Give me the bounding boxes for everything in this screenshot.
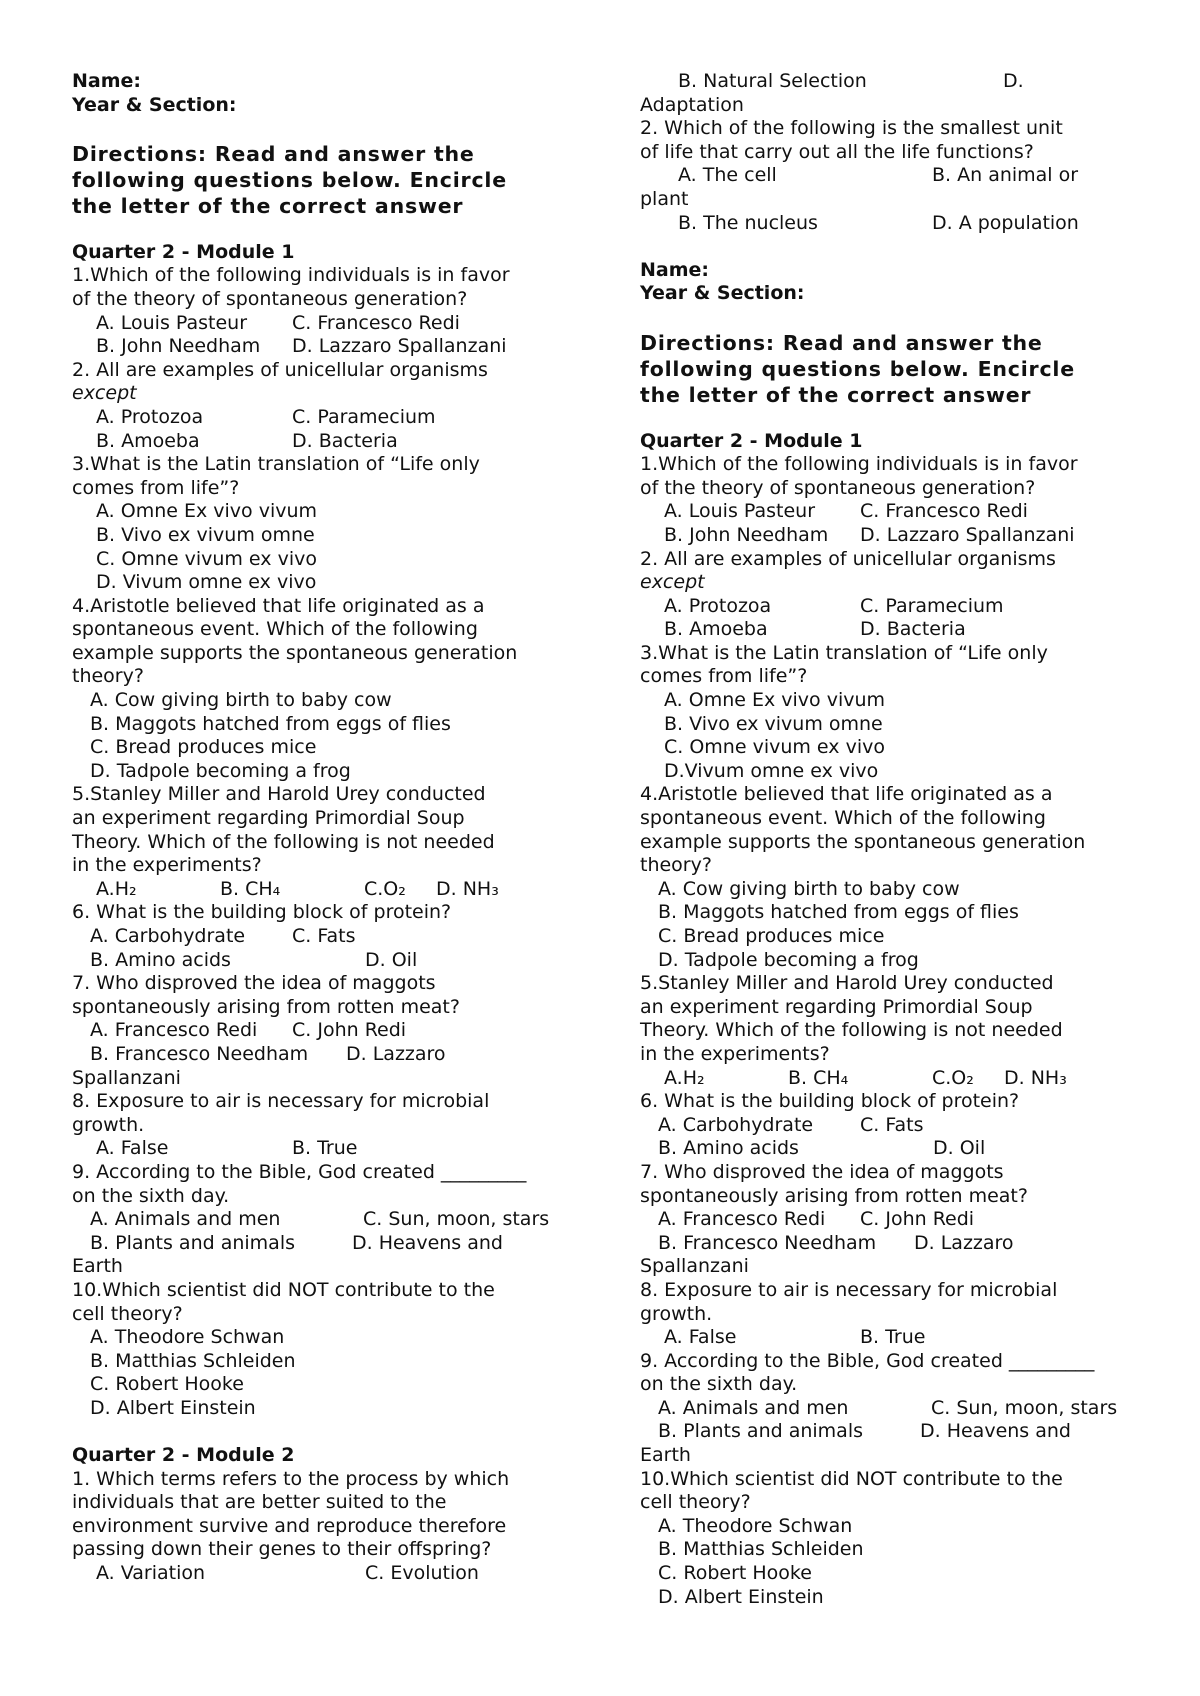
answer-option[interactable]: B. Francesco Needham: [658, 1231, 877, 1254]
answer-option[interactable]: C. Francesco Redi: [292, 311, 460, 334]
answer-option[interactable]: A. The cell: [678, 164, 777, 187]
question-stem: example supports the spontaneous generation: [640, 830, 1086, 853]
question-stem: in the experiments?: [640, 1042, 830, 1065]
question-stem: on the sixth day.: [72, 1184, 230, 1207]
answer-option-continued: Spallanzani: [640, 1255, 749, 1278]
answer-option[interactable]: B. Natural Selection: [678, 70, 867, 92]
answer-option[interactable]: C. John Redi: [292, 1019, 407, 1042]
question-stem: 2. Which of the following is the smallest unit: [640, 117, 1063, 140]
question-stem: theory?: [72, 665, 144, 688]
answer-option[interactable]: C. Sun, moon, stars: [363, 1208, 550, 1231]
answer-option[interactable]: D. Lazzaro Spallanzani: [860, 523, 1075, 546]
answer-option[interactable]: D. Bacteria: [860, 618, 966, 641]
answer-option[interactable]: D. A population: [932, 211, 1079, 234]
question-stem: 7. Who disproved the idea of maggots: [72, 972, 436, 995]
answer-option[interactable]: C.O₂: [932, 1066, 974, 1089]
year-section-label: Year & Section:: [640, 282, 805, 305]
answer-option-continued: Adaptation: [640, 93, 744, 116]
question-stem: Theory. Which of the following is not needed: [72, 830, 495, 853]
answer-option[interactable]: D. NH₃: [1004, 1066, 1067, 1089]
question-stem: comes from life”?: [72, 476, 240, 499]
directions-line: the letter of the correct answer: [72, 193, 464, 218]
left-column: [72, 70, 577, 1586]
answer-option[interactable]: D. Tadpole becoming a frog: [90, 759, 351, 782]
answer-option[interactable]: A. Francesco Redi: [90, 1019, 258, 1042]
question-stem: 9. According to the Bible, God created _________: [640, 1349, 1095, 1372]
answer-option[interactable]: A. Theodore Schwan: [658, 1514, 853, 1537]
name-label: Name:: [640, 258, 710, 281]
answer-option[interactable]: B. CH₄: [788, 1066, 849, 1089]
answer-option[interactable]: A. Protozoa: [664, 594, 772, 617]
question-stem: 4.Aristotle believed that life originated as a: [640, 783, 1053, 806]
answer-option[interactable]: B. Maggots hatched from eggs of flies: [658, 901, 1019, 924]
answer-option[interactable]: D.Vivum omne ex vivo: [664, 759, 879, 782]
answer-option[interactable]: C. Omne vivum ex vivo: [664, 736, 885, 759]
answer-option[interactable]: C. John Redi: [860, 1208, 975, 1231]
answer-option[interactable]: B. John Needham: [96, 335, 261, 358]
answer-option[interactable]: A. Francesco Redi: [658, 1208, 826, 1231]
question-stem: spontaneously arising from rotten meat?: [72, 995, 460, 1018]
answer-option[interactable]: C. Omne vivum ex vivo: [96, 547, 317, 570]
name-label: Name:: [72, 70, 142, 92]
answer-option-continued: Spallanzani: [72, 1066, 181, 1089]
answer-option[interactable]: C. Robert Hooke: [658, 1562, 812, 1585]
question-stem: 5.Stanley Miller and Harold Urey conducted: [72, 783, 486, 806]
answer-option[interactable]: B. Vivo ex vivum omne: [664, 712, 883, 735]
directions-line: the letter of the correct answer: [640, 382, 1032, 407]
question-stem: passing down their genes to their offspring?: [72, 1538, 492, 1561]
question-stem: comes from life”?: [640, 665, 808, 688]
answer-option[interactable]: A. Variation: [96, 1562, 206, 1585]
answer-option[interactable]: D. Heavens and: [352, 1231, 503, 1254]
question-stem-emphasis: except: [640, 571, 705, 594]
answer-option[interactable]: A. Carbohydrate: [658, 1113, 814, 1136]
answer-option[interactable]: A. Protozoa: [96, 405, 204, 428]
answer-option[interactable]: C. Fats: [292, 925, 356, 947]
answer-option[interactable]: A. Omne Ex vivo vivum: [664, 689, 886, 712]
question-stem: 8. Exposure to air is necessary for microbial: [640, 1278, 1058, 1301]
answer-option[interactable]: C. Paramecium: [860, 594, 1004, 617]
answer-option[interactable]: A.H₂: [96, 877, 137, 900]
answer-option[interactable]: B. Maggots hatched from eggs of flies: [90, 712, 451, 735]
question-stem: example supports the spontaneous generation: [72, 641, 518, 664]
directions-line: following questions below. Encircle: [72, 167, 507, 192]
directions-line: following questions below. Encircle: [640, 356, 1075, 381]
question-stem: environment survive and reproduce therefore: [72, 1514, 507, 1537]
answer-option[interactable]: D. Oil: [365, 948, 418, 971]
answer-option[interactable]: D. NH₃: [436, 877, 499, 900]
answer-option[interactable]: C. Evolution: [365, 1562, 479, 1585]
answer-option[interactable]: B. CH₄: [220, 877, 281, 900]
question-stem: spontaneous event. Which of the following: [72, 618, 478, 641]
question-stem: 6. What is the building block of protein?: [640, 1090, 1020, 1113]
answer-option[interactable]: B. An animal or: [932, 164, 1079, 187]
answer-option[interactable]: A. Omne Ex vivo vivum: [96, 500, 318, 523]
answer-option[interactable]: B. Matthias Schleiden: [658, 1538, 864, 1561]
answer-option[interactable]: C.O₂: [364, 877, 406, 900]
question-stem: cell theory?: [640, 1491, 751, 1514]
question-stem: 9. According to the Bible, God created _________: [72, 1160, 527, 1183]
answer-option[interactable]: D. Lazzaro Spallanzani: [292, 335, 507, 358]
question-stem: spontaneously arising from rotten meat?: [640, 1184, 1028, 1207]
answer-option[interactable]: B. True: [860, 1326, 926, 1349]
question-stem: of the theory of spontaneous generation?: [72, 287, 468, 310]
answer-option[interactable]: B. John Needham: [664, 523, 829, 546]
question-stem: 3.What is the Latin translation of “Life only: [72, 453, 480, 476]
answer-option[interactable]: B. Matthias Schleiden: [90, 1349, 296, 1372]
answer-option[interactable]: D. Heavens and: [920, 1420, 1071, 1443]
question-stem: 10.Which scientist did NOT contribute to the: [640, 1467, 1063, 1490]
question-stem: theory?: [640, 854, 712, 877]
answer-option[interactable]: C. Francesco Redi: [860, 500, 1028, 523]
question-stem: on the sixth day.: [640, 1373, 798, 1396]
answer-option[interactable]: B. The nucleus: [678, 211, 818, 234]
answer-option[interactable]: B. Amoeba: [96, 429, 200, 452]
answer-option[interactable]: C. Bread produces mice: [90, 736, 317, 759]
question-stem: 1.Which of the following individuals is in favor: [640, 453, 1078, 476]
question-stem: 5.Stanley Miller and Harold Urey conducted: [640, 972, 1054, 995]
answer-option[interactable]: A. Louis Pasteur: [96, 311, 248, 334]
answer-option[interactable]: A. False: [664, 1326, 737, 1349]
question-stem: 2. All are examples of unicellular organisms: [640, 547, 1056, 570]
answer-option[interactable]: D. Vivum omne ex vivo: [96, 571, 317, 594]
question-stem: cell theory?: [72, 1302, 183, 1325]
question-stem: 1. Which terms refers to the process by which: [72, 1467, 510, 1490]
question-stem: 3.What is the Latin translation of “Life only: [640, 641, 1048, 664]
directions-line: Directions: Read and answer the: [640, 330, 1043, 355]
answer-option[interactable]: D.: [1003, 70, 1024, 92]
answer-option[interactable]: C. Paramecium: [292, 405, 436, 428]
answer-option[interactable]: C. Robert Hooke: [90, 1373, 244, 1396]
answer-option[interactable]: B. Amino acids: [90, 948, 231, 971]
answer-option[interactable]: C. Fats: [860, 1113, 924, 1136]
answer-option-continued: Earth: [640, 1444, 691, 1467]
answer-option[interactable]: B. True: [292, 1137, 358, 1160]
question-stem: 2. All are examples of unicellular organisms: [72, 358, 488, 381]
question-stem: 4.Aristotle believed that life originated as a: [72, 594, 485, 617]
answer-option-continued: Earth: [72, 1255, 123, 1278]
question-stem: 6. What is the building block of protein?: [72, 901, 452, 924]
question-stem: 10.Which scientist did NOT contribute to the: [72, 1278, 495, 1301]
section-title: Quarter 2 - Module 1: [640, 429, 863, 452]
question-stem: 1.Which of the following individuals is in favor: [72, 264, 510, 287]
right-column: [640, 70, 1145, 1609]
year-section-label: Year & Section:: [72, 93, 237, 116]
question-stem: 7. Who disproved the idea of maggots: [640, 1160, 1004, 1183]
question-stem: individuals that are better suited to the: [72, 1491, 447, 1514]
section-title: Quarter 2 - Module 1: [72, 240, 295, 263]
question-stem: growth.: [72, 1113, 145, 1136]
question-stem: an experiment regarding Primordial Soup: [640, 995, 1033, 1018]
answer-option-continued: plant: [640, 187, 689, 210]
answer-option[interactable]: D. Lazzaro: [346, 1042, 446, 1065]
answer-option[interactable]: C. Bread produces mice: [658, 925, 885, 947]
section-title: Quarter 2 - Module 2: [72, 1444, 295, 1467]
answer-option[interactable]: A. Carbohydrate: [90, 925, 246, 947]
answer-option[interactable]: B. Amino acids: [658, 1137, 799, 1160]
question-stem: spontaneous event. Which of the following: [640, 807, 1046, 830]
answer-option[interactable]: D. Albert Einstein: [90, 1396, 256, 1419]
question-stem: 8. Exposure to air is necessary for microbial: [72, 1090, 490, 1113]
answer-option[interactable]: D. Oil: [933, 1137, 986, 1160]
question-stem-emphasis: except: [72, 382, 137, 405]
question-stem: an experiment regarding Primordial Soup: [72, 807, 465, 830]
answer-option[interactable]: A. False: [96, 1137, 169, 1160]
question-stem: Theory. Which of the following is not needed: [640, 1019, 1063, 1042]
question-stem: growth.: [640, 1302, 713, 1325]
question-stem: of life that carry out all the life functions?: [640, 140, 1034, 163]
answer-option[interactable]: C. Sun, moon, stars: [931, 1396, 1118, 1419]
question-stem: of the theory of spontaneous generation?: [640, 476, 1036, 499]
answer-option[interactable]: B. Plants and animals: [658, 1420, 864, 1443]
answer-option[interactable]: A. Cow giving birth to baby cow: [658, 877, 960, 900]
answer-option[interactable]: B. Amoeba: [664, 618, 768, 641]
answer-option[interactable]: B. Francesco Needham: [90, 1042, 309, 1065]
answer-option[interactable]: D. Albert Einstein: [658, 1585, 824, 1608]
answer-option[interactable]: B. Plants and animals: [90, 1231, 296, 1254]
directions-line: Directions: Read and answer the: [72, 141, 475, 166]
answer-option[interactable]: D. Bacteria: [292, 429, 398, 452]
answer-option[interactable]: A. Louis Pasteur: [664, 500, 816, 523]
question-stem: in the experiments?: [72, 854, 262, 877]
answer-option[interactable]: A. Animals and men: [90, 1208, 281, 1231]
answer-option[interactable]: D. Tadpole becoming a frog: [658, 948, 919, 971]
answer-option[interactable]: B. Vivo ex vivum omne: [96, 523, 315, 546]
answer-option[interactable]: A.H₂: [664, 1066, 705, 1089]
answer-option[interactable]: A. Theodore Schwan: [90, 1326, 285, 1349]
answer-option[interactable]: D. Lazzaro: [914, 1231, 1014, 1254]
answer-option[interactable]: A. Cow giving birth to baby cow: [90, 689, 392, 712]
answer-option[interactable]: A. Animals and men: [658, 1396, 849, 1419]
